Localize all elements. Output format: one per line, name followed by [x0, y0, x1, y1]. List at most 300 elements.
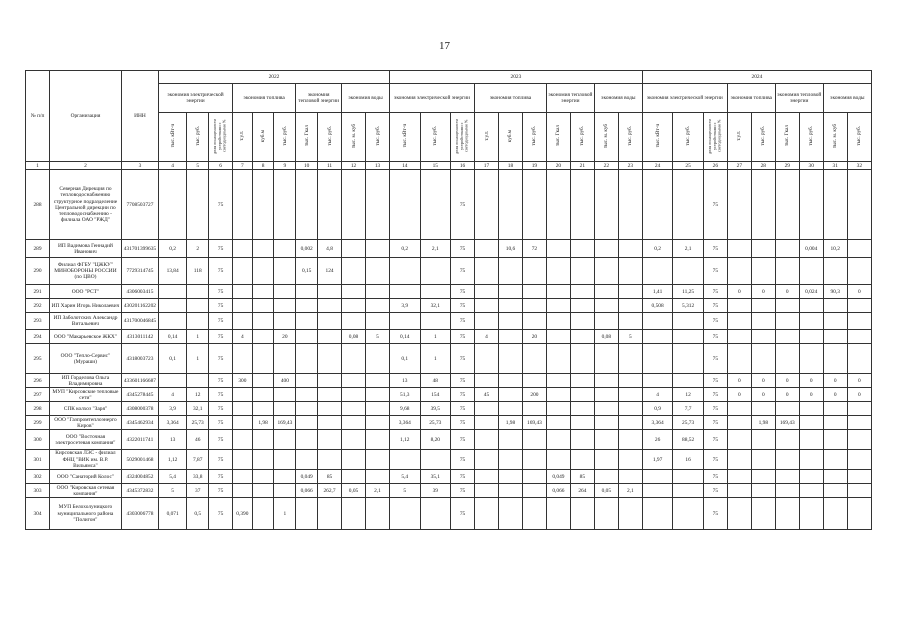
row-number: 297: [26, 388, 50, 402]
unit-header-col-14: [390, 113, 421, 162]
value-cell: [498, 450, 522, 470]
unit-label: т.у.т.: [483, 131, 490, 141]
value-cell: [274, 299, 296, 313]
value-cell: [318, 344, 342, 374]
value-cell: [775, 170, 799, 240]
value-cell: [274, 388, 296, 402]
col-number: 19: [522, 162, 546, 170]
value-cell: [727, 313, 751, 330]
value-cell: [751, 402, 775, 416]
row-number: 300: [26, 430, 50, 450]
value-cell: 13,84: [158, 258, 186, 285]
col-number: 28: [751, 162, 775, 170]
value-cell: [274, 430, 296, 450]
value-cell: [475, 313, 499, 330]
row-number: 289: [26, 240, 50, 258]
value-cell: 2: [187, 240, 209, 258]
value-cell: [673, 498, 704, 530]
value-cell: 75: [451, 330, 475, 344]
value-cell: [546, 285, 570, 299]
unit-label: тыс. Гкал: [784, 125, 791, 147]
inn-value: 4345462934: [121, 416, 158, 430]
value-cell: [498, 498, 522, 530]
col-number: 14: [390, 162, 421, 170]
value-cell: [342, 313, 366, 330]
value-cell: 75: [703, 470, 727, 484]
value-cell: 75: [451, 258, 475, 285]
group-elec-2023: экономия электрической энергии: [390, 84, 475, 113]
value-cell: 1,98: [498, 416, 522, 430]
value-cell: 75: [209, 416, 233, 430]
value-cell: 0,14: [158, 330, 186, 344]
unit-label: тыс. руб.: [856, 126, 863, 146]
table-row: [26, 330, 872, 344]
value-cell: 9,68: [390, 402, 421, 416]
value-cell: [366, 299, 390, 313]
unit-label: т.у.т.: [239, 131, 246, 141]
value-cell: 1,98: [751, 416, 775, 430]
unit-header-col-5: [187, 113, 209, 162]
value-cell: [775, 402, 799, 416]
value-cell: [342, 450, 366, 470]
value-cell: 75: [209, 170, 233, 240]
value-cell: [673, 313, 704, 330]
value-cell: 75: [209, 374, 233, 388]
value-cell: [420, 450, 451, 470]
value-cell: [823, 344, 847, 374]
value-cell: 1: [274, 498, 296, 530]
value-cell: [187, 285, 209, 299]
value-cell: [366, 430, 390, 450]
value-cell: [546, 313, 570, 330]
value-cell: [522, 450, 546, 470]
value-cell: 75: [703, 450, 727, 470]
value-cell: [570, 330, 594, 344]
inn-value: 431700046845: [121, 313, 158, 330]
value-cell: [475, 402, 499, 416]
value-cell: [546, 344, 570, 374]
value-cell: [233, 285, 253, 299]
value-cell: [274, 470, 296, 484]
inn-value: 431701399635: [121, 240, 158, 258]
header-year-2023: 2023: [390, 71, 643, 84]
value-cell: [775, 498, 799, 530]
value-cell: [498, 344, 522, 374]
value-cell: [642, 330, 673, 344]
unit-label: тыс. кВт·ч: [401, 124, 408, 148]
organization-name: ООО "Кировская сетевая компания": [49, 484, 121, 498]
col-number: 23: [618, 162, 642, 170]
value-cell: [498, 388, 522, 402]
value-cell: [751, 330, 775, 344]
value-cell: 75: [451, 416, 475, 430]
value-cell: [498, 484, 522, 498]
value-cell: [318, 402, 342, 416]
value-cell: [751, 430, 775, 450]
value-cell: [318, 430, 342, 450]
organization-name: Кирсовская ЛЭС - филиал ФНЦ "ВИК им. В.Р. Вильямса": [49, 450, 121, 470]
value-cell: 75: [703, 285, 727, 299]
value-cell: [642, 344, 673, 374]
value-cell: [318, 330, 342, 344]
value-cell: [546, 374, 570, 388]
inn-value: 7729314745: [121, 258, 158, 285]
value-cell: [475, 170, 499, 240]
group-heat-2024: экономия тепловой энергии: [775, 84, 823, 113]
value-cell: 0,049: [296, 470, 318, 484]
organization-name: Филиал ФГБУ "ЦЖКУ" МИНОБОРОНЫ РОССИИ (по ЦВО): [49, 258, 121, 285]
value-cell: 75: [703, 240, 727, 258]
header-inn: ИНН: [121, 71, 158, 162]
value-cell: 0: [775, 374, 799, 388]
value-cell: [594, 470, 618, 484]
value-cell: [475, 450, 499, 470]
table-row: [26, 313, 872, 330]
value-cell: 88,52: [673, 430, 704, 450]
value-cell: [522, 299, 546, 313]
table-row: [26, 450, 872, 470]
value-cell: 75: [703, 498, 727, 530]
unit-header-col-11: [318, 113, 342, 162]
value-cell: [233, 388, 253, 402]
unit-header-col-17: [475, 113, 499, 162]
value-cell: [751, 484, 775, 498]
value-cell: [498, 299, 522, 313]
value-cell: [522, 258, 546, 285]
value-cell: [570, 258, 594, 285]
value-cell: [594, 285, 618, 299]
value-cell: [498, 470, 522, 484]
value-cell: [546, 170, 570, 240]
value-cell: [233, 484, 253, 498]
value-cell: [618, 344, 642, 374]
value-cell: [594, 313, 618, 330]
value-cell: [570, 313, 594, 330]
value-cell: [727, 416, 751, 430]
value-cell: [420, 170, 451, 240]
inn-value: 7708503727: [121, 170, 158, 240]
value-cell: [475, 240, 499, 258]
value-cell: [522, 498, 546, 530]
value-cell: [252, 313, 274, 330]
value-cell: [546, 299, 570, 313]
value-cell: [296, 285, 318, 299]
value-cell: 400: [274, 374, 296, 388]
value-cell: 0,024: [799, 285, 823, 299]
value-cell: [570, 402, 594, 416]
value-cell: [187, 170, 209, 240]
col-number: 11: [318, 162, 342, 170]
value-cell: [775, 344, 799, 374]
value-cell: [342, 416, 366, 430]
value-cell: 75: [703, 344, 727, 374]
value-cell: 5: [366, 330, 390, 344]
value-cell: [642, 258, 673, 285]
value-cell: 7,87: [187, 450, 209, 470]
inn-value: 4306003415: [121, 285, 158, 299]
value-cell: [546, 258, 570, 285]
value-cell: [252, 374, 274, 388]
value-cell: [498, 313, 522, 330]
unit-header-col-25: [673, 113, 704, 162]
value-cell: 75: [209, 484, 233, 498]
value-cell: [498, 285, 522, 299]
value-cell: [618, 450, 642, 470]
value-cell: 1: [420, 344, 451, 374]
value-cell: 0,9: [642, 402, 673, 416]
value-cell: [618, 299, 642, 313]
value-cell: [618, 430, 642, 450]
value-cell: [342, 285, 366, 299]
value-cell: [187, 374, 209, 388]
value-cell: 25,73: [673, 416, 704, 430]
value-cell: [751, 450, 775, 470]
value-cell: 169,43: [775, 416, 799, 430]
value-cell: 75: [209, 388, 233, 402]
value-cell: [390, 498, 421, 530]
unit-header-col-27: [727, 113, 751, 162]
value-cell: 75: [209, 330, 233, 344]
value-cell: [274, 285, 296, 299]
row-number: 293: [26, 313, 50, 330]
value-cell: 5: [618, 330, 642, 344]
value-cell: [318, 374, 342, 388]
row-number: 296: [26, 374, 50, 388]
value-cell: [475, 299, 499, 313]
unit-header-col-20: [546, 113, 570, 162]
value-cell: 0: [775, 285, 799, 299]
value-cell: [799, 402, 823, 416]
value-cell: [366, 258, 390, 285]
unit-header-col-13: [366, 113, 390, 162]
value-cell: [296, 450, 318, 470]
value-cell: 2,1: [673, 240, 704, 258]
value-cell: [233, 313, 253, 330]
value-cell: 75: [209, 258, 233, 285]
value-cell: 75: [451, 430, 475, 450]
value-cell: 1: [187, 344, 209, 374]
value-cell: [594, 299, 618, 313]
value-cell: 13: [158, 430, 186, 450]
value-cell: 25,73: [187, 416, 209, 430]
value-cell: [274, 240, 296, 258]
value-cell: [823, 498, 847, 530]
unit-header-col-15: [420, 113, 451, 162]
value-cell: [799, 416, 823, 430]
organization-name: ООО "Тепло-Сервис" (Мураши): [49, 344, 121, 374]
value-cell: [618, 470, 642, 484]
value-cell: [498, 330, 522, 344]
value-cell: 0,08: [594, 330, 618, 344]
unit-label: куб.м: [260, 129, 267, 143]
value-cell: [296, 374, 318, 388]
value-cell: [498, 170, 522, 240]
unit-label: тыс. руб.: [531, 126, 538, 146]
value-cell: 2,1: [618, 484, 642, 498]
value-cell: [252, 285, 274, 299]
value-cell: [847, 330, 871, 344]
value-cell: [318, 285, 342, 299]
group-elec-2022: экономия электрической энергии: [158, 84, 232, 113]
group-heat-2022: экономия тепловой энергии: [296, 84, 342, 113]
table-row: [26, 240, 872, 258]
group-water-2024: экономия воды: [823, 84, 871, 113]
value-cell: [546, 402, 570, 416]
value-cell: [727, 484, 751, 498]
value-cell: [274, 313, 296, 330]
value-cell: 75: [703, 299, 727, 313]
value-cell: [847, 240, 871, 258]
inn-value: 4318003723: [121, 344, 158, 374]
value-cell: [274, 258, 296, 285]
value-cell: [799, 299, 823, 313]
value-cell: [342, 498, 366, 530]
value-cell: [296, 344, 318, 374]
value-cell: [274, 484, 296, 498]
value-cell: 75: [451, 498, 475, 530]
value-cell: [366, 344, 390, 374]
value-cell: [594, 170, 618, 240]
value-cell: 5,312: [673, 299, 704, 313]
value-cell: 75: [451, 285, 475, 299]
organization-name: ИП Горделова Ольга Владимировна: [49, 374, 121, 388]
value-cell: 0: [847, 285, 871, 299]
unit-label: тыс. Гкал: [303, 125, 310, 147]
value-cell: [187, 299, 209, 313]
value-cell: 0: [751, 374, 775, 388]
value-cell: 4: [233, 330, 253, 344]
value-cell: [366, 374, 390, 388]
value-cell: [847, 299, 871, 313]
unit-label: тыс. руб.: [760, 126, 767, 146]
value-cell: [546, 388, 570, 402]
unit-label: тыс. руб.: [579, 126, 586, 146]
unit-header-col-10: [296, 113, 318, 162]
col-number: 8: [252, 162, 274, 170]
value-cell: [847, 498, 871, 530]
value-cell: [274, 450, 296, 470]
value-cell: [618, 258, 642, 285]
value-cell: 3,9: [158, 402, 186, 416]
header-year-2022: 2022: [158, 71, 389, 84]
value-cell: 75: [451, 484, 475, 498]
value-cell: [618, 374, 642, 388]
value-cell: 0,1: [158, 344, 186, 374]
table-row: [26, 285, 872, 299]
value-cell: [775, 430, 799, 450]
col-number: 4: [158, 162, 186, 170]
value-cell: 33,8: [187, 470, 209, 484]
value-cell: [775, 258, 799, 285]
col-number: 25: [673, 162, 704, 170]
value-cell: 0,2: [158, 240, 186, 258]
value-cell: [158, 313, 186, 330]
value-cell: 48: [420, 374, 451, 388]
value-cell: 1,12: [158, 450, 186, 470]
value-cell: [296, 330, 318, 344]
row-number: 295: [26, 344, 50, 374]
value-cell: [570, 388, 594, 402]
col-number: 3: [121, 162, 158, 170]
value-cell: [751, 299, 775, 313]
unit-label: доля оснащенности устройствами с светодиодными %: [454, 118, 469, 154]
unit-header-col-21: [570, 113, 594, 162]
value-cell: [296, 430, 318, 450]
value-cell: 2,1: [366, 484, 390, 498]
value-cell: [252, 470, 274, 484]
value-cell: [847, 344, 871, 374]
group-fuel-2022: экономия топлива: [233, 84, 296, 113]
value-cell: [823, 258, 847, 285]
col-number: 24: [642, 162, 673, 170]
unit-header-col-19: [522, 113, 546, 162]
value-cell: [475, 258, 499, 285]
value-cell: [420, 313, 451, 330]
value-cell: 75: [703, 388, 727, 402]
value-cell: [642, 374, 673, 388]
row-number: 303: [26, 484, 50, 498]
value-cell: 0: [751, 388, 775, 402]
energy-saving-table: [25, 70, 872, 530]
value-cell: [594, 402, 618, 416]
value-cell: 39,5: [420, 402, 451, 416]
unit-label: тыс. руб.: [685, 126, 692, 146]
organization-name: МУП Белохолуницкого муниципального района "Полигон": [49, 498, 121, 530]
value-cell: 75: [209, 344, 233, 374]
value-cell: 0,05: [342, 484, 366, 498]
value-cell: [420, 498, 451, 530]
organization-name: ООО "Газпромтеплоэнерго Киров": [49, 416, 121, 430]
value-cell: [570, 299, 594, 313]
value-cell: [847, 258, 871, 285]
header-org: Организация: [49, 71, 121, 162]
unit-label: тыс. руб.: [432, 126, 439, 146]
value-cell: [673, 484, 704, 498]
value-cell: 4,8: [318, 240, 342, 258]
value-cell: 75: [209, 402, 233, 416]
value-cell: [847, 430, 871, 450]
value-cell: 4: [642, 388, 673, 402]
value-cell: 39: [420, 484, 451, 498]
value-cell: [546, 450, 570, 470]
value-cell: [366, 470, 390, 484]
unit-label: куб.м: [507, 129, 514, 143]
value-cell: [673, 170, 704, 240]
value-cell: 0,5: [187, 498, 209, 530]
col-number: 9: [274, 162, 296, 170]
unit-label: тыс. руб.: [808, 126, 815, 146]
value-cell: 0: [727, 374, 751, 388]
value-cell: [570, 344, 594, 374]
col-number: 29: [775, 162, 799, 170]
value-cell: [799, 430, 823, 450]
col-number: 22: [594, 162, 618, 170]
value-cell: 5: [158, 484, 186, 498]
unit-header-col-30: [799, 113, 823, 162]
group-water-2022: экономия воды: [342, 84, 390, 113]
value-cell: 46: [187, 430, 209, 450]
value-cell: [727, 299, 751, 313]
value-cell: 26: [642, 430, 673, 450]
value-cell: [366, 402, 390, 416]
value-cell: 75: [451, 470, 475, 484]
value-cell: [318, 313, 342, 330]
inn-value: 4313011142: [121, 330, 158, 344]
value-cell: [799, 498, 823, 530]
value-cell: [390, 313, 421, 330]
value-cell: [823, 430, 847, 450]
unit-label: тыс. руб.: [326, 126, 333, 146]
